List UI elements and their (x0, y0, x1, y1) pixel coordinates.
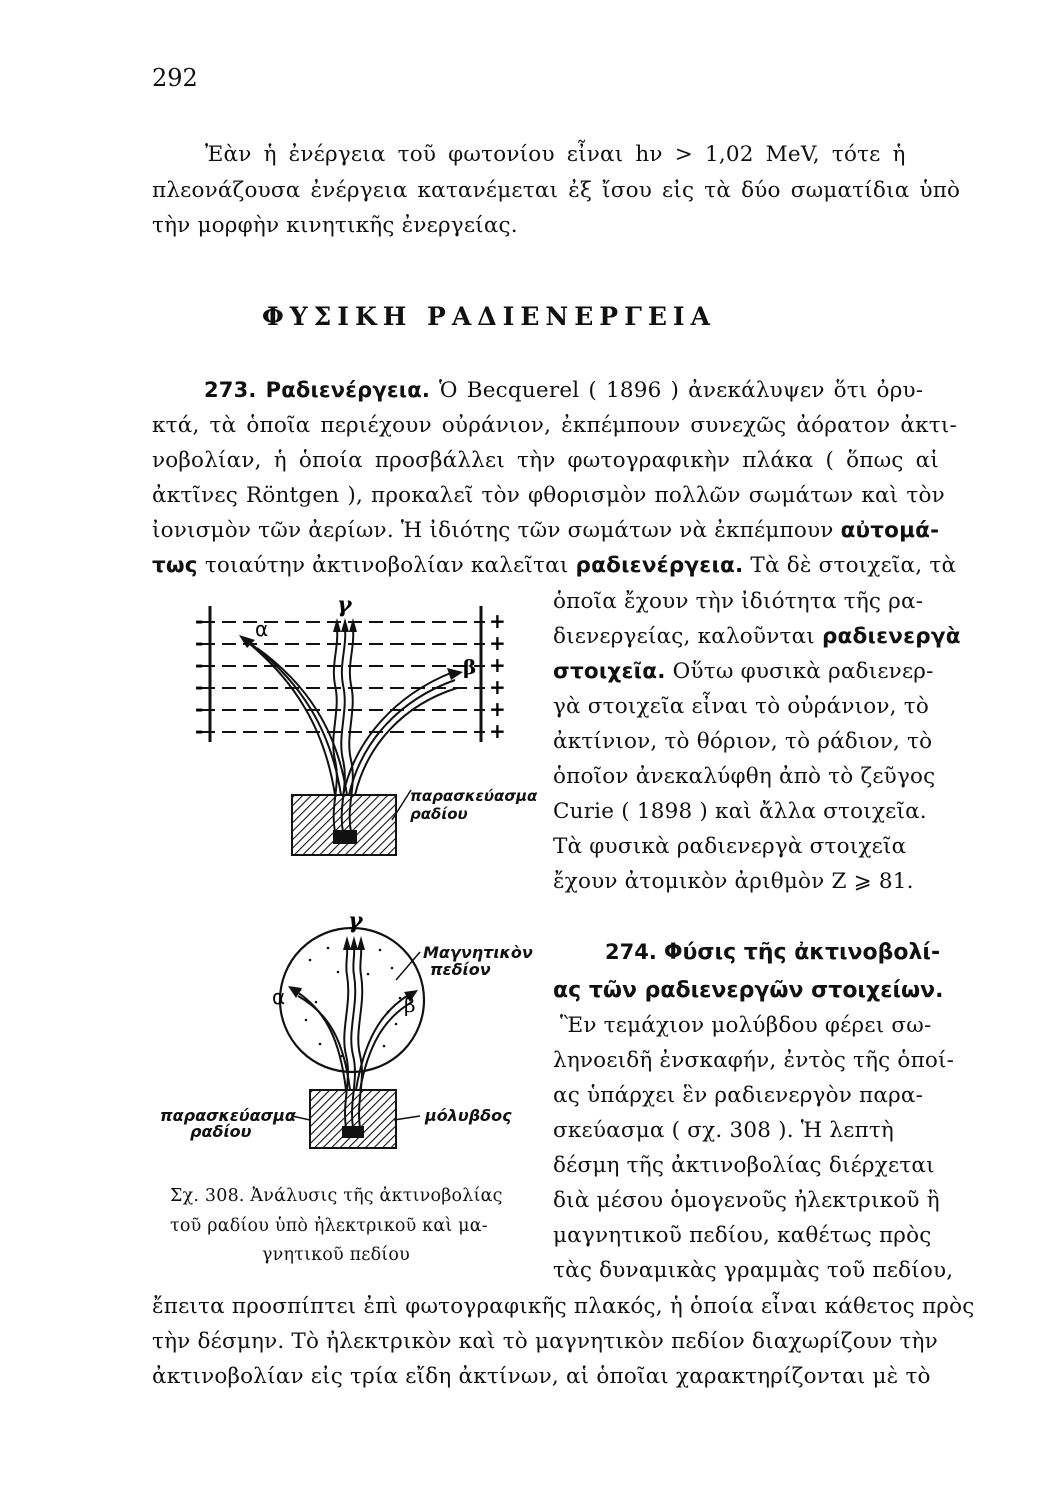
alpha-rays (245, 640, 347, 795)
s274-full-line-2: τὴν δέσμην. Τὸ ἠλεκτρικὸν καὶ τὸ μαγνητικὸν πεδίον διαχωρίζουν τὴν (152, 1329, 938, 1354)
fig2-field-label-a: Μαγνητικὸν (423, 943, 533, 962)
svg-text:-: - (195, 675, 204, 699)
s273-line6-end: Τὰ δὲ στοιχεῖα, τὰ (750, 553, 957, 578)
svg-text:+: + (489, 719, 506, 743)
rc-line-2-text: διενεργείας, καλοῦνται (553, 624, 815, 649)
rc-line-6: ὁποῖον ἀνεκαλύφθη ἀπὸ τὸ ζεῦγος (553, 764, 936, 789)
svg-text:-: - (195, 631, 204, 655)
s274-line-1: Ἓν τεμάχιον μολύβδου φέρει σω- (560, 1013, 932, 1038)
s273-bold-radienergeia: ραδιενέργεια. (575, 553, 744, 578)
fig2-prep-label-a: παρασκεύασμα (160, 1106, 296, 1125)
rc-line-2 (553, 624, 961, 649)
svg-text:-: - (195, 609, 204, 633)
gamma-arrowheads-2 (343, 936, 365, 950)
fig1-prep-label-b: ραδίου (410, 805, 468, 823)
caption-line-1: Σχ. 308. Ἀνάλυσις τῆς ἀκτινοβολίας (170, 1186, 503, 1206)
rc-line-1: ὁποῖα ἔχουν τὴν ἰδιότητα τῆς ρα- (553, 589, 924, 614)
rc-bold-stoixeia: στοιχεῖα. (553, 659, 666, 684)
rc-bold-radienerga: ραδιενεργὰ (821, 624, 961, 649)
s273-bold-automatos-b: τως (152, 553, 198, 578)
rc-line-3 (553, 659, 934, 684)
intro-line-3: τὴν μορφὴν κινητικῆς ἐνεργείας. (152, 213, 518, 238)
intro-line-1: Ἐὰν ἡ ἐνέργεια τοῦ φωτονίου εἶναι hν > 1,02 MeV, τότε ἡ (205, 142, 906, 167)
s273-line5-a: ἰονισμὸν τῶν ἀερίων. (152, 518, 394, 543)
plus-signs (489, 609, 506, 743)
intro-line-2: πλεονάζουσα ἐνέργεια κατανέμεται ἐξ ἴσου εἰς τὰ δύο σωματίδια ὑπὸ (152, 178, 961, 203)
beta-arrowheads (447, 668, 463, 680)
page-number: 292 (152, 64, 198, 92)
alpha-rays-2 (294, 990, 350, 1090)
s274-number: 274. (605, 940, 657, 964)
section-heading: ΦΥΣΙΚΗ ΡΑΔΙΕΝΕΡΓΕΙΑ (262, 302, 716, 331)
s273-bold-automatos-a: αὐτομά- (840, 518, 940, 543)
fig2-beta-label: β (404, 993, 416, 1017)
field-dots (299, 947, 402, 1058)
minus-signs (195, 609, 203, 743)
s273-line-2: κτά, τὰ ὁποῖα περιέχουν οὐράνιον, ἐκπέμπουν συνεχῶς ἀόρατον ἀκτι- (152, 413, 957, 438)
s273-line-5 (152, 518, 939, 543)
rc-line-7: Curie ( 1898 ) καὶ ἄλλα στοιχεῖα. (553, 799, 927, 824)
s274-line-5: δέσμη τῆς ἀκτινοβολίας διέρχεται (553, 1153, 935, 1178)
fig2-alpha-label: α (272, 985, 286, 1009)
fig1-beta-label: β (463, 655, 477, 679)
s273-line-3: νοβολίαν, ἡ ὁποία προσβάλλει τὴν φωτογραφικὴν πλάκα ( ὅπως αἱ (152, 448, 939, 473)
s273-first-line (204, 378, 923, 403)
svg-text:-: - (195, 653, 204, 677)
s273-title: Ραδιενέργεια. (265, 378, 430, 402)
s274-title-line-1 (605, 940, 940, 965)
caption-line-2: τοῦ ραδίου ὑπὸ ἠλεκτρικοῦ καὶ μα- (170, 1216, 488, 1236)
svg-text:+: + (489, 675, 506, 699)
s273-line-4: ἀκτῖνες Röntgen ), προκαλεῖ τὸν φθορισμὸν πολλῶν σωμάτων καὶ τὸν (152, 483, 945, 508)
s274-line-4: σκεύασμα ( σχ. 308 ). Ἡ λεπτὴ (553, 1118, 895, 1143)
s273-line6-mid: τοιαύτην ἀκτινοβολίαν καλεῖται (204, 553, 569, 578)
s274-line-8: τὰς δυναμικὰς γραμμὰς τοῦ πεδίου, (553, 1258, 954, 1283)
s273-line5-b: Ἡ ἰδιότης τῶν σωμάτων νὰ ἐκπέμπουν (400, 518, 834, 543)
s274-line-7: μαγνητικοῦ πεδίου, καθέτως πρὸς (553, 1223, 932, 1248)
fig1-prep-label-a: παρασκεύασμα (410, 787, 538, 805)
fig2-gamma-label: γ (348, 908, 363, 934)
s273-line-6 (152, 553, 956, 578)
s274-title-b: ας τῶν ραδιενεργῶν στοιχείων. (553, 978, 944, 1003)
fig2-prep-label-b: ραδίου (190, 1122, 252, 1141)
fig2-field-label-b: πεδίον (430, 960, 491, 979)
svg-text:+: + (489, 609, 506, 633)
svg-text:-: - (195, 719, 204, 743)
fig1-gamma-label: γ (337, 592, 352, 618)
s274-title-a: Φύσις τῆς ἀκτινοβολί- (663, 940, 941, 965)
svg-text:+: + (489, 697, 506, 721)
svg-text:-: - (195, 697, 204, 721)
rc-line-5: ἀκτίνιον, τὸ θόριον, τὸ ράδιον, τὸ (553, 729, 933, 754)
rc-line-9: ἔχουν ἀτομικὸν ἀριθμὸν Z ⩾ 81. (553, 869, 914, 894)
s273-line1: Ὁ Becquerel ( 1896 ) ἀνεκάλυψεν ὅτι ὀρυ- (439, 378, 924, 403)
lead-block (292, 795, 396, 855)
rc-line-8: Τὰ φυσικὰ ραδιενεργὰ στοιχεῖα (553, 834, 907, 859)
s274-line-3: ας ὑπάρχει ἓν ραδιενεργὸν παρα- (553, 1083, 924, 1108)
fig1-alpha-label: α (255, 617, 269, 641)
radium-sample (333, 830, 357, 844)
s273-number: 273. (204, 378, 257, 402)
svg-text:+: + (489, 653, 506, 677)
rc-line-3-text: Οὕτω φυσικὰ ραδιενερ- (672, 659, 934, 684)
beta-rays (343, 672, 457, 795)
lead-leader-line (394, 1116, 420, 1120)
s274-line-2: ληνοειδῆ ἐνσκαφήν, ἐντὸς τῆς ὁποί- (553, 1048, 955, 1073)
fig2-lead-label: μόλυβδος (425, 1106, 512, 1125)
svg-text:+: + (489, 631, 506, 655)
caption-line-3: γνητικοῦ πεδίου (262, 1245, 410, 1265)
gamma-arrowheads (333, 618, 357, 632)
s274-full-line-1: ἔπειτα προσπίπτει ἐπὶ φωτογραφικῆς πλακός, ἡ ὁποία εἶναι κάθετος πρὸς (152, 1294, 975, 1319)
figure-electric-field (185, 590, 545, 860)
s274-full-line-3: ἀκτινοβολίαν εἰς τρία εἴδη ἀκτίνων, αἱ ὁποῖαι χαρακτηρίζονται μὲ τὸ (152, 1364, 931, 1389)
rc-line-4: γὰ στοιχεῖα εἶναι τὸ οὐράνιον, τὸ (553, 694, 929, 719)
s274-line-6: διὰ μέσου ὁμογενοῦς ἠλεκτρικοῦ ἢ (553, 1188, 940, 1213)
